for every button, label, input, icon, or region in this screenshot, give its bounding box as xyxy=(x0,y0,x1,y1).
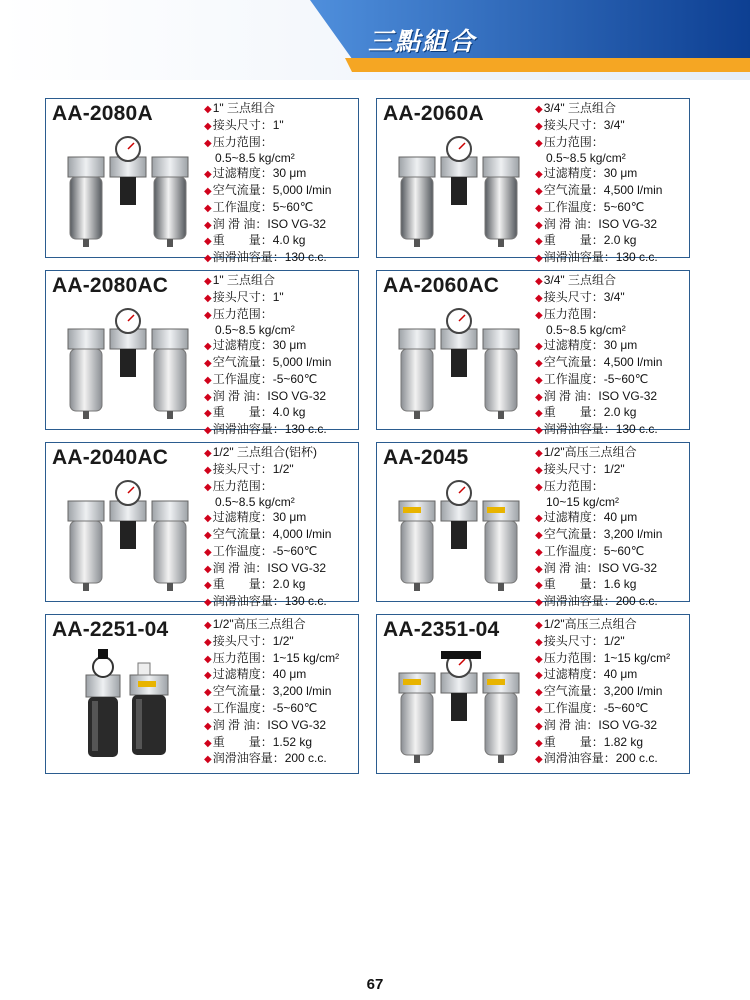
spec-text: 1/2"高压三点组合 xyxy=(212,617,306,631)
spec-line xyxy=(535,479,691,496)
spec-line xyxy=(535,118,691,135)
page-title: 三點組合 xyxy=(368,28,477,56)
diamond-bullet-icon: ◆ xyxy=(535,341,543,353)
spec-text: 润 滑 油：ISO VG-32 xyxy=(543,388,658,403)
diamond-bullet-icon: ◆ xyxy=(535,104,543,115)
spec-text: 过滤精度：30 μm xyxy=(543,338,638,353)
spec-line xyxy=(204,151,360,166)
spec-list xyxy=(535,273,691,439)
spec-text: 1" 三点组合 xyxy=(212,273,275,287)
spec-text: 接头尺寸：1" xyxy=(212,289,284,304)
spec-text: 润 滑 油：ISO VG-32 xyxy=(212,216,327,231)
spec-text: 接头尺寸：1/2" xyxy=(212,633,294,648)
spec-text: 10~15 kg/cm² xyxy=(546,495,620,510)
diamond-bullet-icon: ◆ xyxy=(204,754,212,766)
spec-line xyxy=(535,617,691,634)
diamond-bullet-icon: ◆ xyxy=(204,737,212,749)
spec-text: 润 滑 油：ISO VG-32 xyxy=(212,388,327,403)
spec-line xyxy=(204,718,360,735)
spec-list xyxy=(535,445,691,611)
diamond-bullet-icon: ◆ xyxy=(535,513,543,525)
spec-text: 重 量：2.0 kg xyxy=(212,577,306,592)
spec-list xyxy=(535,617,691,768)
spec-line xyxy=(204,527,360,544)
diamond-bullet-icon: ◆ xyxy=(535,253,543,265)
spec-text: 润 滑 油：ISO VG-32 xyxy=(212,717,327,732)
spec-line xyxy=(535,101,691,118)
spec-line xyxy=(204,200,360,217)
diamond-bullet-icon: ◆ xyxy=(535,636,543,648)
diamond-bullet-icon: ◆ xyxy=(535,276,543,287)
spec-text: 1/2"高压三点组合 xyxy=(543,445,637,459)
spec-line xyxy=(535,651,691,668)
product-card xyxy=(45,614,359,774)
diamond-bullet-icon: ◆ xyxy=(535,653,543,665)
spec-text: 工作温度：-5~60℃ xyxy=(543,371,649,386)
spec-text: 空气流量：4,500 l/min xyxy=(543,182,663,197)
spec-text: 压力范围：1~15 kg/cm² xyxy=(212,650,340,665)
diamond-bullet-icon: ◆ xyxy=(204,620,212,631)
spec-line xyxy=(204,634,360,651)
diamond-bullet-icon: ◆ xyxy=(204,236,212,248)
product-photo xyxy=(58,301,198,429)
spec-line xyxy=(535,684,691,701)
spec-text: 润 滑 油：ISO VG-32 xyxy=(543,560,658,575)
diamond-bullet-icon: ◆ xyxy=(535,120,543,132)
diamond-bullet-icon: ◆ xyxy=(535,357,543,369)
spec-line xyxy=(535,594,691,611)
spec-line xyxy=(535,634,691,651)
diamond-bullet-icon: ◆ xyxy=(535,448,543,459)
product-photo xyxy=(58,129,198,257)
spec-line xyxy=(204,651,360,668)
spec-line xyxy=(204,135,360,152)
diamond-bullet-icon: ◆ xyxy=(204,563,212,575)
spec-line xyxy=(535,389,691,406)
spec-line xyxy=(535,135,691,152)
spec-line xyxy=(204,118,360,135)
diamond-bullet-icon: ◆ xyxy=(204,309,212,321)
spec-text: 1/2" 三点组合(铝杯) xyxy=(212,445,317,459)
diamond-bullet-icon: ◆ xyxy=(204,219,212,231)
diamond-bullet-icon: ◆ xyxy=(535,219,543,231)
spec-line xyxy=(204,445,360,462)
spec-line xyxy=(535,751,691,768)
spec-text: 0.5~8.5 kg/cm² xyxy=(215,323,295,338)
model-number: AA-2080A xyxy=(52,102,153,125)
spec-line xyxy=(204,183,360,200)
spec-text: 压力范围：1~15 kg/cm² xyxy=(543,650,671,665)
spec-line xyxy=(535,250,691,267)
product-card xyxy=(376,614,690,774)
spec-text: 空气流量：4,500 l/min xyxy=(543,354,663,369)
spec-line xyxy=(535,405,691,422)
spec-text: 过滤精度：30 μm xyxy=(212,338,307,353)
diamond-bullet-icon: ◆ xyxy=(204,104,212,115)
model-number: AA-2045 xyxy=(383,446,469,469)
spec-text: 接头尺寸：1/2" xyxy=(212,461,294,476)
spec-line xyxy=(535,422,691,439)
diamond-bullet-icon: ◆ xyxy=(204,464,212,476)
spec-line xyxy=(535,233,691,250)
diamond-bullet-icon: ◆ xyxy=(535,309,543,321)
spec-line xyxy=(204,510,360,527)
model-number: AA-2060AC xyxy=(383,274,500,297)
spec-text: 润滑油容量：130 c.c. xyxy=(212,594,327,609)
product-card xyxy=(376,98,690,265)
spec-line xyxy=(535,701,691,718)
spec-line xyxy=(535,183,691,200)
spec-text: 压力范围： xyxy=(212,134,273,149)
diamond-bullet-icon: ◆ xyxy=(535,408,543,420)
spec-line xyxy=(535,561,691,578)
diamond-bullet-icon: ◆ xyxy=(535,202,543,214)
spec-text: 工作温度：5~60℃ xyxy=(543,543,645,558)
diamond-bullet-icon: ◆ xyxy=(535,529,543,541)
spec-text: 0.5~8.5 kg/cm² xyxy=(546,151,626,166)
spec-text: 压力范围： xyxy=(543,306,604,321)
spec-line xyxy=(535,577,691,594)
spec-line xyxy=(204,323,360,338)
diamond-bullet-icon: ◆ xyxy=(535,169,543,181)
spec-line xyxy=(204,577,360,594)
spec-list xyxy=(204,617,360,768)
diamond-bullet-icon: ◆ xyxy=(204,513,212,525)
spec-list xyxy=(204,445,360,611)
spec-text: 润滑油容量：130 c.c. xyxy=(212,250,327,265)
diamond-bullet-icon: ◆ xyxy=(535,754,543,766)
diamond-bullet-icon: ◆ xyxy=(204,653,212,665)
spec-text: 重 量：1.52 kg xyxy=(212,734,313,749)
diamond-bullet-icon: ◆ xyxy=(204,341,212,353)
spec-line xyxy=(204,405,360,422)
diamond-bullet-icon: ◆ xyxy=(535,737,543,749)
spec-text: 润 滑 油：ISO VG-32 xyxy=(543,216,658,231)
model-number: AA-2040AC xyxy=(52,446,169,469)
spec-line xyxy=(535,544,691,561)
spec-text: 过滤精度：40 μm xyxy=(212,667,307,682)
diamond-bullet-icon: ◆ xyxy=(535,670,543,682)
product-photo xyxy=(389,645,529,773)
spec-text: 工作温度：-5~60℃ xyxy=(212,700,318,715)
spec-line xyxy=(535,718,691,735)
spec-line xyxy=(535,151,691,166)
spec-line xyxy=(204,290,360,307)
spec-text: 接头尺寸：1/2" xyxy=(543,461,625,476)
diamond-bullet-icon: ◆ xyxy=(204,636,212,648)
spec-line xyxy=(535,338,691,355)
product-card xyxy=(45,270,359,437)
spec-line xyxy=(204,617,360,634)
diamond-bullet-icon: ◆ xyxy=(204,703,212,715)
spec-text: 1/2"高压三点组合 xyxy=(543,617,637,631)
spec-text: 0.5~8.5 kg/cm² xyxy=(215,495,295,510)
product-photo xyxy=(389,301,529,429)
spec-text: 过滤精度：40 μm xyxy=(543,667,638,682)
product-card xyxy=(376,442,690,609)
spec-line xyxy=(204,462,360,479)
spec-text: 空气流量：5,000 l/min xyxy=(212,182,332,197)
model-number: AA-2060A xyxy=(383,102,484,125)
spec-text: 润滑油容量：130 c.c. xyxy=(212,422,327,437)
diamond-bullet-icon: ◆ xyxy=(204,202,212,214)
spec-text: 空气流量：3,200 l/min xyxy=(212,684,332,699)
spec-text: 0.5~8.5 kg/cm² xyxy=(215,151,295,166)
spec-text: 空气流量：4,000 l/min xyxy=(212,526,332,541)
spec-text: 接头尺寸：3/4" xyxy=(543,289,625,304)
spec-line xyxy=(204,338,360,355)
diamond-bullet-icon: ◆ xyxy=(535,580,543,592)
diamond-bullet-icon: ◆ xyxy=(204,425,212,437)
spec-text: 工作温度：5~60℃ xyxy=(212,199,314,214)
spec-line xyxy=(204,495,360,510)
diamond-bullet-icon: ◆ xyxy=(535,464,543,476)
spec-line xyxy=(204,701,360,718)
spec-line xyxy=(204,544,360,561)
spec-text: 润滑油容量：200 c.c. xyxy=(543,594,658,609)
spec-line xyxy=(204,667,360,684)
product-card xyxy=(376,270,690,437)
spec-text: 润滑油容量：130 c.c. xyxy=(543,422,658,437)
spec-line xyxy=(204,372,360,389)
spec-text: 3/4" 三点组合 xyxy=(543,273,616,287)
spec-line xyxy=(535,735,691,752)
spec-line xyxy=(204,217,360,234)
spec-text: 工作温度：-5~60℃ xyxy=(212,371,318,386)
spec-text: 润 滑 油：ISO VG-32 xyxy=(543,717,658,732)
spec-text: 工作温度：5~60℃ xyxy=(543,199,645,214)
diamond-bullet-icon: ◆ xyxy=(204,276,212,287)
spec-line xyxy=(204,479,360,496)
diamond-bullet-icon: ◆ xyxy=(204,687,212,699)
model-number: AA-2351-04 xyxy=(383,618,500,641)
spec-line xyxy=(204,307,360,324)
spec-text: 空气流量：3,200 l/min xyxy=(543,526,663,541)
product-photo xyxy=(389,473,529,601)
spec-text: 压力范围： xyxy=(212,306,273,321)
diamond-bullet-icon: ◆ xyxy=(204,720,212,732)
spec-line xyxy=(535,667,691,684)
spec-line xyxy=(204,561,360,578)
spec-text: 润滑油容量：130 c.c. xyxy=(543,250,658,265)
diamond-bullet-icon: ◆ xyxy=(204,580,212,592)
diamond-bullet-icon: ◆ xyxy=(535,425,543,437)
spec-line xyxy=(204,389,360,406)
spec-line xyxy=(535,166,691,183)
product-photo xyxy=(58,473,198,601)
diamond-bullet-icon: ◆ xyxy=(204,253,212,265)
spec-text: 过滤精度：40 μm xyxy=(543,510,638,525)
spec-text: 润滑油容量：200 c.c. xyxy=(543,751,658,766)
diamond-bullet-icon: ◆ xyxy=(204,546,212,558)
diamond-bullet-icon: ◆ xyxy=(204,292,212,304)
spec-line xyxy=(204,684,360,701)
spec-text: 工作温度：-5~60℃ xyxy=(543,700,649,715)
spec-line xyxy=(204,594,360,611)
diamond-bullet-icon: ◆ xyxy=(535,391,543,403)
spec-line xyxy=(535,290,691,307)
model-number: AA-2080AC xyxy=(52,274,169,297)
diamond-bullet-icon: ◆ xyxy=(535,185,543,197)
diamond-bullet-icon: ◆ xyxy=(204,169,212,181)
diamond-bullet-icon: ◆ xyxy=(204,137,212,149)
spec-line xyxy=(204,250,360,267)
diamond-bullet-icon: ◆ xyxy=(535,703,543,715)
product-photo xyxy=(389,129,529,257)
model-number: AA-2251-04 xyxy=(52,618,169,641)
product-card xyxy=(45,98,359,265)
spec-text: 0.5~8.5 kg/cm² xyxy=(546,323,626,338)
product-photo xyxy=(58,645,198,773)
spec-text: 过滤精度：30 μm xyxy=(212,166,307,181)
diamond-bullet-icon: ◆ xyxy=(204,408,212,420)
diamond-bullet-icon: ◆ xyxy=(535,620,543,631)
diamond-bullet-icon: ◆ xyxy=(204,391,212,403)
spec-text: 1" 三点组合 xyxy=(212,101,275,115)
spec-line xyxy=(204,101,360,118)
spec-line xyxy=(535,355,691,372)
diamond-bullet-icon: ◆ xyxy=(204,670,212,682)
spec-list xyxy=(204,273,360,439)
spec-text: 润 滑 油：ISO VG-32 xyxy=(212,560,327,575)
spec-text: 重 量：2.0 kg xyxy=(543,233,637,248)
spec-text: 接头尺寸：1" xyxy=(212,117,284,132)
spec-text: 3/4" 三点组合 xyxy=(543,101,616,115)
spec-list xyxy=(535,101,691,267)
diamond-bullet-icon: ◆ xyxy=(535,481,543,493)
spec-text: 过滤精度：30 μm xyxy=(212,510,307,525)
spec-text: 压力范围： xyxy=(543,478,604,493)
spec-line xyxy=(535,273,691,290)
spec-line xyxy=(535,372,691,389)
diamond-bullet-icon: ◆ xyxy=(204,529,212,541)
spec-line xyxy=(535,307,691,324)
diamond-bullet-icon: ◆ xyxy=(535,687,543,699)
diamond-bullet-icon: ◆ xyxy=(204,120,212,132)
spec-text: 压力范围： xyxy=(543,134,604,149)
spec-line xyxy=(535,495,691,510)
spec-line xyxy=(204,273,360,290)
spec-text: 重 量：1.6 kg xyxy=(543,577,637,592)
spec-line xyxy=(535,510,691,527)
diamond-bullet-icon: ◆ xyxy=(204,374,212,386)
diamond-bullet-icon: ◆ xyxy=(204,357,212,369)
diamond-bullet-icon: ◆ xyxy=(535,292,543,304)
diamond-bullet-icon: ◆ xyxy=(535,374,543,386)
spec-line xyxy=(204,166,360,183)
diamond-bullet-icon: ◆ xyxy=(535,597,543,609)
spec-line xyxy=(204,355,360,372)
diamond-bullet-icon: ◆ xyxy=(204,448,212,459)
page-number: 67 xyxy=(366,976,384,993)
spec-line xyxy=(204,751,360,768)
spec-line xyxy=(535,217,691,234)
spec-text: 重 量：4.0 kg xyxy=(212,405,306,420)
product-card xyxy=(45,442,359,609)
spec-text: 重 量：2.0 kg xyxy=(543,405,637,420)
spec-text: 空气流量：3,200 l/min xyxy=(543,684,663,699)
diamond-bullet-icon: ◆ xyxy=(204,481,212,493)
spec-text: 压力范围： xyxy=(212,478,273,493)
diamond-bullet-icon: ◆ xyxy=(535,720,543,732)
spec-line xyxy=(535,527,691,544)
spec-line xyxy=(204,422,360,439)
diamond-bullet-icon: ◆ xyxy=(535,236,543,248)
spec-line xyxy=(535,323,691,338)
diamond-bullet-icon: ◆ xyxy=(535,546,543,558)
diamond-bullet-icon: ◆ xyxy=(535,137,543,149)
diamond-bullet-icon: ◆ xyxy=(535,563,543,575)
spec-text: 重 量：1.82 kg xyxy=(543,734,644,749)
spec-line xyxy=(204,735,360,752)
spec-text: 接头尺寸：1/2" xyxy=(543,633,625,648)
spec-text: 接头尺寸：3/4" xyxy=(543,117,625,132)
spec-list xyxy=(204,101,360,267)
spec-text: 工作温度：-5~60℃ xyxy=(212,543,318,558)
spec-text: 润滑油容量：200 c.c. xyxy=(212,751,327,766)
spec-text: 重 量：4.0 kg xyxy=(212,233,306,248)
spec-line xyxy=(535,462,691,479)
spec-line xyxy=(204,233,360,250)
spec-text: 空气流量：5,000 l/min xyxy=(212,354,332,369)
spec-text: 过滤精度：30 μm xyxy=(543,166,638,181)
spec-line xyxy=(535,200,691,217)
diamond-bullet-icon: ◆ xyxy=(204,597,212,609)
diamond-bullet-icon: ◆ xyxy=(204,185,212,197)
spec-line xyxy=(535,445,691,462)
